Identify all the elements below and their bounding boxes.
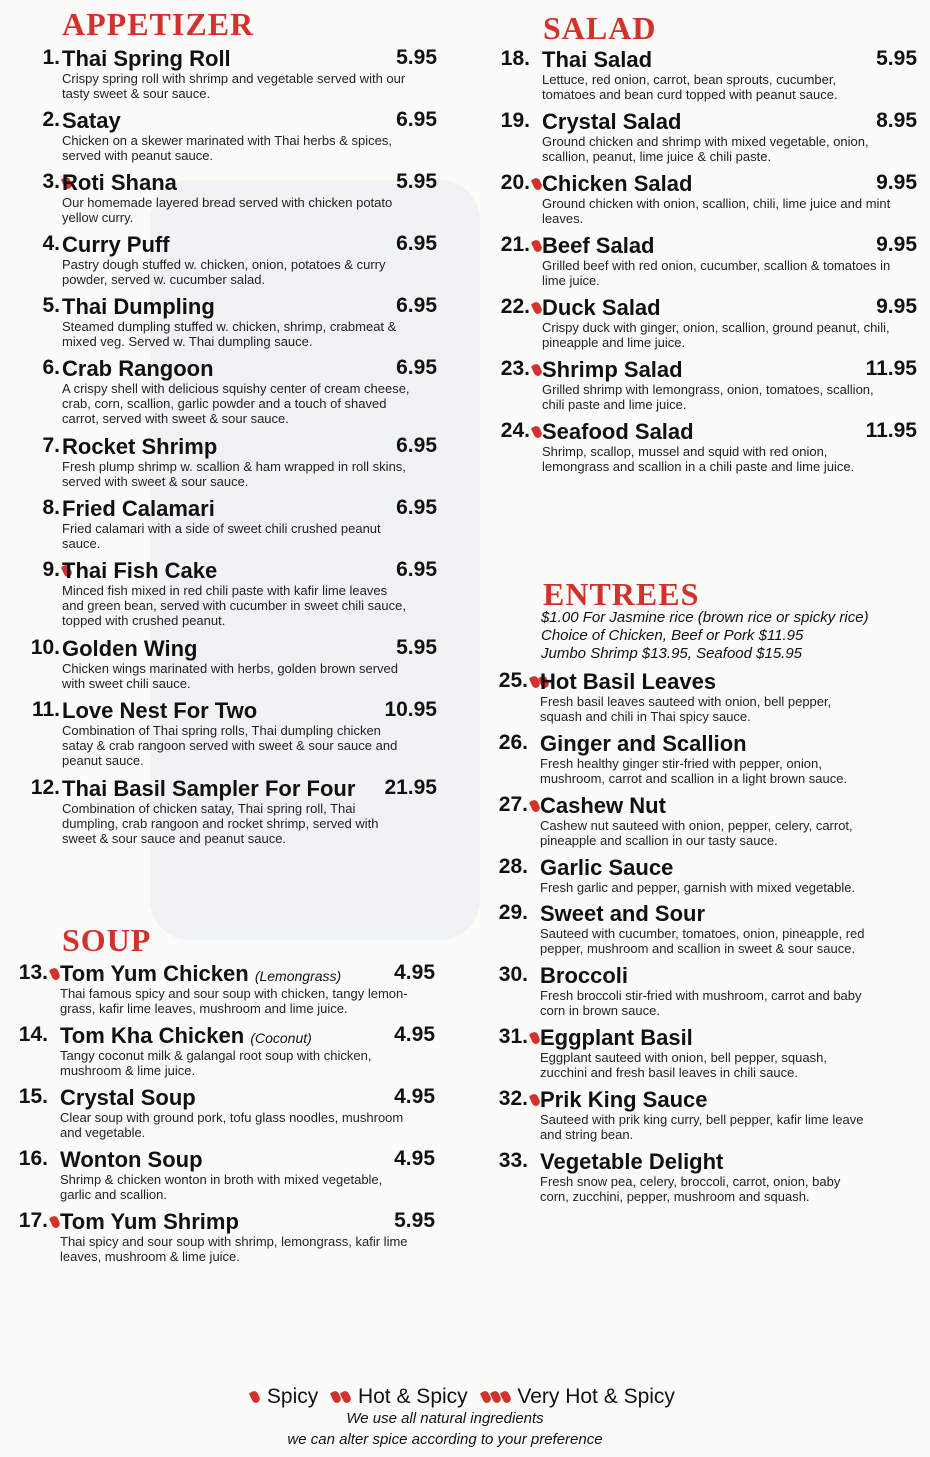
item-note: (Lemongrass) — [254, 968, 342, 984]
item-description: Fresh snow pea, celery, broccoli, carrot, onion, baby corn, zucchini, pepper, mushroom and squash. — [540, 1174, 841, 1204]
item-name — [540, 669, 716, 695]
menu-item — [488, 1149, 930, 1209]
item-name-text: Garlic Sauce — [540, 855, 674, 880]
item-number — [20, 698, 60, 722]
item-price: 11.95 — [865, 419, 917, 442]
menu-item — [20, 232, 452, 292]
item-name — [62, 170, 177, 196]
item-number — [20, 108, 60, 132]
item-description: Ground chicken and shrimp with mixed vegetable, onion, scallion, peanut, lime juice & chili paste. — [542, 134, 869, 164]
item-name — [62, 558, 217, 584]
item-number-text: 17. — [18, 1209, 48, 1232]
item-number-text: 1. — [42, 46, 60, 69]
menu-item — [490, 47, 930, 107]
item-price: 5.95 — [396, 46, 437, 69]
item-name-text: Broccoli — [540, 963, 629, 988]
item-name-text: Hot Basil Leaves — [540, 669, 717, 694]
item-description: Tangy coconut milk & galangal root soup with chicken, mushroom & lime juice. — [60, 1048, 372, 1078]
item-number-text: 12. — [30, 776, 60, 799]
pepper-icon — [499, 1390, 511, 1404]
section-title-salad: SALAD — [543, 10, 657, 46]
item-number — [488, 963, 528, 987]
menu-item — [488, 669, 930, 729]
item-description: Chicken wings marinated with herbs, golden brown served with sweet chili sauce. — [62, 661, 399, 691]
item-number — [20, 776, 60, 800]
pepper-icon — [340, 1390, 352, 1404]
item-description: Thai famous spicy and sour soup with chicken, tangy lemon-grass, kafir lime leaves, mushroom and lime juice. — [60, 986, 408, 1016]
item-number — [488, 901, 528, 925]
item-number-text: 29. — [498, 901, 528, 924]
item-number-text: 18. — [500, 47, 530, 70]
item-name — [542, 47, 652, 73]
menu-item — [488, 1087, 930, 1147]
item-price: 5.95 — [394, 1209, 435, 1232]
item-description: Cashew nut sauteed with onion, pepper, celery, carrot, pineapple and scallion in our tasty sauce. — [540, 818, 853, 848]
item-price: 6.95 — [396, 558, 437, 581]
item-description: A crispy shell with delicious squishy center of cream cheese, crab, corn, scallion, garlic powder and a touch of shaved carrot, served with sweet & sour sauce. — [62, 381, 410, 426]
item-name-text: Crab Rangoon — [62, 356, 214, 381]
item-description: Fresh healthy ginger stir-fried with pepper, onion, mushroom, carrot and scallion in a light brown sauce. — [540, 756, 848, 786]
menu-item — [490, 171, 930, 231]
item-name-text: Thai Basil Sampler For Four — [62, 776, 356, 801]
item-number — [490, 295, 530, 319]
menu-item — [20, 46, 452, 106]
item-description: Fried calamari with a side of sweet chili crushed peanut sauce. — [62, 521, 381, 551]
item-name — [540, 793, 666, 819]
item-number — [490, 47, 530, 71]
item-number — [20, 170, 60, 194]
item-price: 4.95 — [394, 1023, 435, 1046]
item-price: 10.95 — [384, 698, 437, 721]
item-number — [490, 233, 530, 257]
item-number — [488, 669, 528, 693]
item-name — [62, 434, 217, 460]
item-name — [542, 171, 692, 197]
menu-item — [490, 419, 930, 479]
item-number — [20, 434, 60, 458]
item-number — [490, 109, 530, 133]
item-name-text: Satay — [62, 108, 121, 133]
item-price: 5.95 — [396, 170, 437, 193]
item-name-text: Curry Puff — [62, 232, 170, 257]
item-price: 8.95 — [876, 109, 917, 132]
item-name-text: Roti Shana — [62, 170, 177, 195]
menu-item — [8, 1023, 450, 1083]
item-name — [542, 295, 661, 321]
item-number-text: 22. — [500, 295, 530, 318]
item-price: 6.95 — [396, 434, 437, 457]
item-name — [542, 357, 683, 383]
item-number — [490, 419, 530, 443]
entrees-intro-line: Choice of Chicken, Beef or Pork $11.95 — [541, 627, 804, 644]
item-price: 6.95 — [396, 232, 437, 255]
item-name — [62, 232, 170, 258]
item-price: 5.95 — [396, 636, 437, 659]
menu-item — [8, 1147, 450, 1207]
item-number-text: 23. — [500, 357, 530, 380]
item-name-text: Duck Salad — [542, 295, 661, 320]
item-number — [490, 357, 530, 381]
item-name-text: Thai Salad — [542, 47, 653, 72]
item-number-text: 13. — [18, 961, 48, 984]
item-description: Lettuce, red onion, carrot, bean sprouts, cucumber, tomatoes and bean curd topped with peanut sauce. — [542, 72, 838, 102]
item-description: Sauteed with cucumber, tomatoes, onion, pineapple, red pepper, mushroom and scallion in sweet & sour sauce. — [540, 926, 865, 956]
item-number — [490, 171, 530, 195]
item-description: Ground chicken with onion, scallion, chili, lime juice and mint leaves. — [542, 196, 891, 226]
menu-item — [20, 496, 452, 556]
item-name-text: Vegetable Delight — [540, 1149, 724, 1174]
menu-item — [490, 233, 930, 293]
item-number — [20, 356, 60, 380]
item-number — [488, 731, 528, 755]
item-description: Grilled beef with red onion, cucumber, scallion & tomatoes in lime juice. — [542, 258, 891, 288]
item-name — [62, 776, 355, 802]
item-number-text: 32. — [498, 1087, 528, 1110]
section-title-soup: SOUP — [62, 922, 152, 958]
item-price: 21.95 — [384, 776, 437, 799]
menu-item — [490, 295, 930, 355]
menu-item — [8, 961, 450, 1021]
pepper-icon — [249, 1390, 261, 1404]
item-name — [542, 109, 681, 135]
menu-item — [488, 901, 930, 961]
item-price: 6.95 — [396, 496, 437, 519]
item-name-text: Thai Spring Roll — [62, 46, 231, 71]
item-description: Sauteed with prik king curry, bell pepper, kafir lime leave and string bean. — [540, 1112, 864, 1142]
item-description: Crispy spring roll with shrimp and vegetable served with our tasty sweet & sour sauce. — [62, 71, 406, 101]
item-price: 9.95 — [876, 295, 917, 318]
legend-hot-spicy: Hot & Spicy — [357, 1385, 468, 1408]
item-number — [20, 232, 60, 256]
item-name-text: Golden Wing — [62, 636, 198, 661]
menu-item — [20, 698, 452, 768]
item-description: Fresh plump shrimp w. scallion & ham wrapped in roll skins, served with sweet & sour sauce. — [62, 459, 406, 489]
item-price: 4.95 — [394, 961, 435, 984]
item-name-text: Thai Dumpling — [62, 294, 215, 319]
item-number-text: 6. — [42, 356, 60, 379]
item-number — [20, 636, 60, 660]
item-price: 4.95 — [394, 1085, 435, 1108]
item-description: Thai spicy and sour soup with shrimp, lemongrass, kafir lime leaves, mushroom & lime juice. — [60, 1234, 408, 1264]
item-name — [62, 294, 215, 320]
menu-item — [8, 1085, 450, 1145]
item-number-text: 7. — [42, 434, 60, 457]
item-description: Clear soup with ground pork, tofu glass noodles, mushroom and vegetable. — [60, 1110, 404, 1140]
menu-item — [490, 109, 930, 169]
legend-very-hot: Very Hot & Spicy — [517, 1385, 675, 1408]
entrees-intro-line: $1.00 For Jasmine rice (brown rice or spicky rice) — [541, 609, 869, 626]
menu-item — [20, 356, 452, 426]
item-number — [20, 46, 60, 70]
item-name — [542, 233, 655, 259]
menu-item — [20, 776, 452, 846]
entrees-intro — [541, 609, 869, 663]
item-name — [60, 1023, 312, 1049]
item-price: 6.95 — [396, 356, 437, 379]
legend-spicy: Spicy — [266, 1385, 319, 1408]
item-description: Fresh broccoli stir-fried with mushroom, carrot and baby corn in brown sauce. — [540, 988, 862, 1018]
item-name — [540, 963, 628, 989]
item-number-text: 16. — [18, 1147, 48, 1170]
section-title-appetizer: APPETIZER — [62, 6, 255, 42]
item-description: Combination of Thai spring rolls, Thai dumpling chicken satay & crab rangoon served with sweet & sour sauce and peanut sauce. — [62, 723, 398, 768]
item-number-text: 8. — [42, 496, 60, 519]
item-number-text: 21. — [500, 233, 530, 256]
menu-item — [488, 793, 930, 853]
item-number — [8, 1147, 48, 1171]
item-number-text: 27. — [498, 793, 528, 816]
spice-legend — [0, 1385, 930, 1409]
item-name — [62, 108, 121, 134]
menu-item — [20, 294, 452, 354]
item-name-text: Fried Calamari — [62, 496, 215, 521]
item-description: Minced fish mixed in red chili paste with kafir lime leaves and green bean, served with cucumber in sweet chili sauce, topped with crushed peanut. — [62, 583, 406, 628]
item-number-text: 15. — [18, 1085, 48, 1108]
item-description: Chicken on a skewer marinated with Thai herbs & spices, served with peanut sauce. — [62, 133, 392, 163]
item-name-text: Seafood Salad — [542, 419, 694, 444]
menu-item — [488, 963, 930, 1023]
menu-item — [20, 434, 452, 494]
item-number — [488, 1087, 528, 1111]
item-description: Fresh basil leaves sauteed with onion, bell pepper, squash and chili in Thai spicy sauce. — [540, 694, 832, 724]
menu-item — [488, 1025, 930, 1085]
menu-item — [488, 731, 930, 791]
item-name-text: Tom Yum Chicken — [60, 961, 249, 986]
item-number-text: 3. — [42, 170, 60, 193]
item-number-text: 28. — [498, 855, 528, 878]
item-number-text: 9. — [42, 558, 60, 581]
item-name — [540, 901, 705, 927]
item-name-text: Crystal Soup — [60, 1085, 196, 1110]
item-price: 9.95 — [876, 233, 917, 256]
item-number — [8, 1209, 48, 1233]
item-description: Our homemade layered bread served with chicken potato yellow curry. — [62, 195, 393, 225]
item-name — [540, 855, 673, 881]
item-name — [62, 636, 197, 662]
item-price: 9.95 — [876, 171, 917, 194]
item-name — [540, 731, 747, 757]
item-number — [20, 558, 60, 582]
item-number-text: 19. — [500, 109, 530, 132]
item-name-text: Sweet and Sour — [540, 901, 706, 926]
item-number-text: 11. — [31, 698, 60, 721]
item-name-text: Wonton Soup — [60, 1147, 203, 1172]
item-name-text: Eggplant Basil — [540, 1025, 693, 1050]
item-name-text: Ginger and Scallion — [540, 731, 747, 756]
item-name — [62, 496, 215, 522]
item-number-text: 24. — [500, 419, 530, 442]
item-name-text: Tom Yum Shrimp — [60, 1209, 239, 1234]
item-number-text: 30. — [498, 963, 528, 986]
item-description: Steamed dumpling stuffed w. chicken, shrimp, crabmeat & mixed veg. Served w. Thai dumpling sauce. — [62, 319, 397, 349]
item-number-text: 20. — [500, 171, 530, 194]
item-number-text: 31. — [498, 1025, 528, 1048]
item-name — [540, 1149, 723, 1175]
item-name-text: Beef Salad — [542, 233, 655, 258]
item-note: (Coconut) — [250, 1030, 312, 1046]
item-name — [62, 356, 214, 382]
menu-item — [490, 357, 930, 417]
item-name — [542, 419, 694, 445]
item-number-text: 33. — [498, 1149, 528, 1172]
item-name-text: Prik King Sauce — [540, 1087, 708, 1112]
item-description: Pastry dough stuffed w. chicken, onion, potatoes & curry powder, served w. cucumber salad. — [62, 257, 386, 287]
item-name — [60, 961, 341, 987]
menu-item — [20, 108, 452, 168]
item-number-text: 14. — [18, 1023, 48, 1046]
entrees-intro-line: Jumbo Shrimp $13.95, Seafood $15.95 — [541, 645, 803, 662]
item-number — [488, 855, 528, 879]
item-name-text: Tom Kha Chicken — [60, 1023, 245, 1048]
item-description: Crispy duck with ginger, onion, scallion, ground peanut, chili, pineapple and lime juice. — [542, 320, 890, 350]
item-number-text: 2. — [42, 108, 60, 131]
item-price: 6.95 — [396, 108, 437, 131]
item-number — [20, 294, 60, 318]
item-name — [62, 46, 231, 72]
item-name-text: Rocket Shrimp — [62, 434, 218, 459]
item-name — [60, 1209, 239, 1235]
item-number-text: 4. — [42, 232, 60, 255]
item-number — [488, 1025, 528, 1049]
footer-spice-note: we can alter spice according to your preference — [287, 1431, 603, 1448]
menu-item — [8, 1209, 450, 1269]
item-description: Combination of chicken satay, Thai spring roll, Thai dumpling, crab rangoon and rocket shrimp, served with sweet & sour sauce and peanut sauce. — [62, 801, 379, 846]
item-number-text: 10. — [30, 636, 60, 659]
item-name-text: Cashew Nut — [540, 793, 666, 818]
item-name-text: Crystal Salad — [542, 109, 682, 134]
item-number — [8, 1023, 48, 1047]
item-name — [540, 1025, 693, 1051]
item-number-text: 5. — [42, 294, 60, 317]
item-description: Eggplant sauteed with onion, bell pepper, squash, zucchini and fresh basil leaves in chili sauce. — [540, 1050, 827, 1080]
item-name-text: Love Nest For Two — [62, 698, 258, 723]
item-description: Fresh garlic and pepper, garnish with mixed vegetable. — [540, 880, 856, 895]
menu-item — [20, 636, 452, 696]
item-name — [62, 698, 257, 724]
item-name — [540, 1087, 708, 1113]
menu-item — [20, 170, 452, 230]
item-number-text: 25. — [498, 669, 528, 692]
item-name-text: Chicken Salad — [542, 171, 693, 196]
section-title-entrees: ENTREES — [543, 576, 700, 612]
item-price: 4.95 — [394, 1147, 435, 1170]
item-price: 5.95 — [876, 47, 917, 70]
item-number — [20, 496, 60, 520]
item-number — [8, 1085, 48, 1109]
menu-item — [20, 558, 452, 628]
item-description: Shrimp & chicken wonton in broth with mixed vegetable, garlic and scallion. — [60, 1172, 383, 1202]
item-description: Shrimp, scallop, mussel and squid with red onion, lemongrass and scallion in a chili paste and lime juice. — [542, 444, 855, 474]
item-number — [488, 793, 528, 817]
item-name-text: Thai Fish Cake — [62, 558, 218, 583]
item-name — [60, 1085, 196, 1111]
item-description: Grilled shrimp with lemongrass, onion, tomatoes, scallion, chili paste and lime juice. — [542, 382, 874, 412]
item-number-text: 26. — [498, 731, 528, 754]
item-price: 11.95 — [865, 357, 917, 380]
item-name — [60, 1147, 203, 1173]
footer-natural-ingredients: We use all natural ingredients — [346, 1410, 544, 1427]
item-number — [8, 961, 48, 985]
item-number — [488, 1149, 528, 1173]
item-name-text: Shrimp Salad — [542, 357, 683, 382]
item-price: 6.95 — [396, 294, 437, 317]
